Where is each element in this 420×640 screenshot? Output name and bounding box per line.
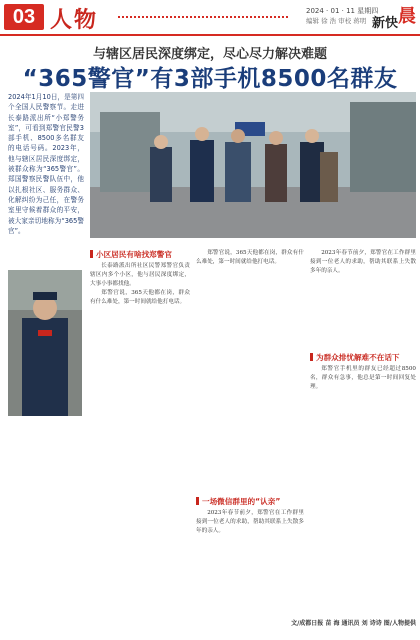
section-number: 03 bbox=[4, 4, 44, 30]
body-column-2 bbox=[196, 249, 304, 489]
newspaper-logo bbox=[370, 2, 418, 32]
section-heading-text: 小区居民有啥找郑警官 bbox=[96, 250, 172, 259]
body-paragraph: 郑警官手机里的群友已经超过8500名，群众有急事，他总是第一时间回复处理。 bbox=[310, 366, 416, 390]
heading-bar bbox=[196, 497, 199, 505]
body-paragraph: 长泰路派出所社区民警郑警官负责辖区内多个小区，他与居民深度绑定，大事小事都找他。 bbox=[90, 263, 190, 287]
byline: 文/成都日报 苗 海 通讯员 刘 诗诗 图/人物提供 bbox=[291, 620, 416, 627]
logo-text-right: 晨 bbox=[398, 6, 416, 27]
heading-bar bbox=[310, 353, 313, 361]
lead-summary: 2024年1月10日，是第四个全国人民警察节。走进长泰路派出所“小郑警务室”，可看到郑警官民警3部手机、8500多名群友的电话号码。2023年，他与辖区居民深度绑定，被群众称为“365警官”。郑国警察民警队伍中，他以扎根社区、服务群众、化解纠纷为己任，在警务室里守候着群众的平安，被大家亲切地称为“365警官”。 bbox=[8, 93, 84, 235]
section-heading-1 bbox=[90, 249, 172, 260]
body-column-3b bbox=[310, 365, 416, 615]
masthead bbox=[0, 0, 420, 34]
heading-bar bbox=[90, 250, 93, 258]
section-heading-2 bbox=[196, 496, 280, 507]
section-heading-3 bbox=[310, 352, 400, 363]
body-paragraph: 2023年春节前夕，郑警官在工作群里接到一位老人的求助，帮助其联系上失散多年的亲人。 bbox=[310, 250, 416, 274]
section-heading-text: 为群众排忧解难不在话下 bbox=[316, 353, 400, 362]
main-photo bbox=[90, 92, 416, 238]
section-heading-text: 一场微信群里的“认亲” bbox=[202, 497, 281, 506]
header-rule bbox=[0, 34, 420, 36]
issue-date: 2024 · 01 · 11 星期四 bbox=[306, 7, 379, 15]
body-paragraph: 2023年春节前夕，郑警官在工作群里接到一位老人的求助，帮助其联系上失散多年的亲人。 bbox=[196, 510, 304, 534]
portrait-photo bbox=[8, 270, 82, 416]
body-column-3 bbox=[310, 249, 416, 344]
section-name: 人物 bbox=[50, 7, 99, 33]
editor-credits: 编辑 徐 浩 审校 蒋明 bbox=[306, 17, 367, 25]
logo-text-left: 新快 bbox=[372, 16, 399, 31]
body-column-1 bbox=[90, 262, 190, 612]
dotted-rule bbox=[118, 16, 288, 18]
body-column-2b bbox=[196, 509, 304, 619]
body-paragraph: 郑警官说，365天他都在岗，群众有什么难处，第一时间就给他打电话。 bbox=[90, 290, 190, 305]
body-paragraph: 郑警官说，365天他都在岗，群众有什么难处，第一时间就给他打电话。 bbox=[196, 250, 304, 265]
headline: “365警官”有3部手机8500名群友 bbox=[22, 66, 398, 92]
subheadline: 与辖区居民深度绑定，尽心尽力解决难题 bbox=[92, 47, 327, 62]
